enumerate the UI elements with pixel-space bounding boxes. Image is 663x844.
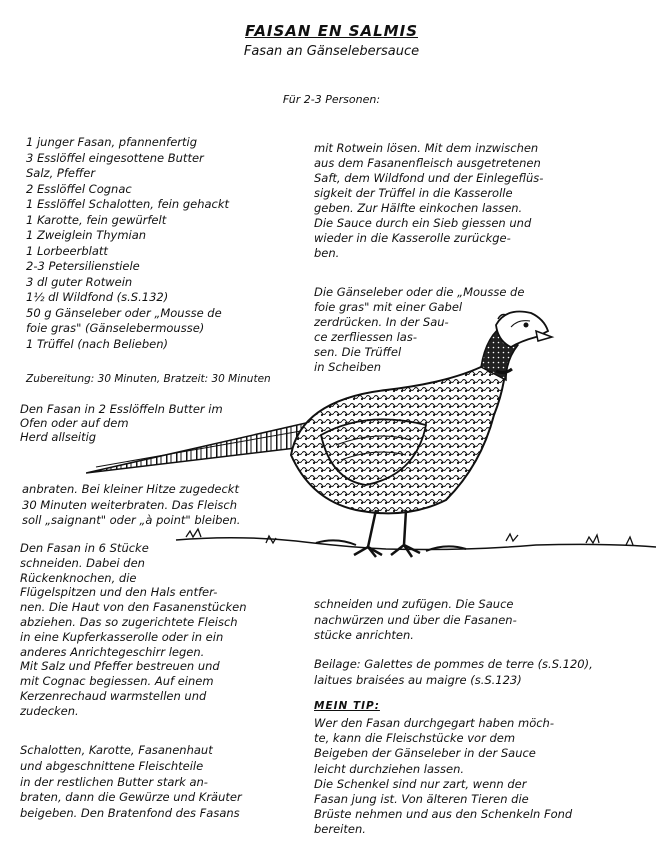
text-line: schneiden und zufügen. Die Sauce <box>314 597 514 611</box>
text-line: sen. Die Trüffel <box>314 345 402 359</box>
text-line: Ofen oder auf dem <box>20 416 129 430</box>
finish-text <box>314 597 517 644</box>
ingredient-line: foie gras" (Gänselebermousse) <box>26 321 205 335</box>
text-line: Beilage: Galettes de pommes de terre (s.S.120), <box>314 657 593 671</box>
text-line: Kerzenrechaud warmstellen und <box>20 688 207 703</box>
text-line: leicht durchziehen lassen. <box>314 761 465 776</box>
text-line: in der restlichen Butter stark an- <box>20 774 208 789</box>
text-line: laitues braisées au maigre (s.S.123) <box>314 673 522 687</box>
text-line: geben. Zur Hälfte einkochen lassen. <box>314 201 523 215</box>
text-line: te, kann die Fleischstücke vor dem <box>314 731 516 746</box>
recipe-title: FAISAN EN SALMIS <box>245 22 418 40</box>
recipe-subtitle: Fasan an Gänselebersauce <box>243 44 420 59</box>
text-line: wieder in die Kasserolle zurückge- <box>314 231 511 245</box>
text-line: Brüste nehmen und aus den Schenkeln Fond <box>314 807 573 822</box>
text-line: Saft, dem Wildfond und der Einlegeflüs- <box>314 171 544 185</box>
text-line: bereiten. <box>314 822 366 837</box>
step-4-text <box>20 743 242 822</box>
text-line: ben. <box>314 246 340 260</box>
pheasant-illustration <box>86 305 656 575</box>
text-line: in eine Kupferkasserolle oder in ein <box>20 629 224 644</box>
text-line: Die Sauce durch ein Sieb giessen und <box>314 216 532 230</box>
ingredient-line: 2-3 Petersilienstiele <box>26 259 140 273</box>
text-line: mit Cognac begiessen. Auf einem <box>20 674 214 689</box>
ingredient-line: 3 Esslöffel eingesottene Butter <box>26 150 204 165</box>
text-line: aus dem Fasanenfleisch ausgetretenen <box>314 156 541 170</box>
text-line: Mit Salz und Pfeffer bestreuen und <box>20 659 220 674</box>
ingredient-line: 1 Esslöffel Schalotten, fein gehackt <box>26 197 230 211</box>
text-line: Den Fasan in 6 Stücke <box>20 541 149 555</box>
text-line: 30 Minuten weiterbraten. Das Fleisch <box>22 497 237 512</box>
ingredient-line: 2 Esslöffel Cognac <box>26 181 132 196</box>
text-line: nachwürzen und über die Fasanen- <box>314 612 517 627</box>
text-line: Den Fasan in 2 Esslöffeln Butter im <box>20 402 223 416</box>
text-line: und abgeschnittene Fleischteile <box>20 758 204 773</box>
text-line: Flügelspitzen und den Hals entfer- <box>20 585 218 600</box>
text-line: beigeben. Den Bratenfond des Fasans <box>20 806 240 821</box>
servings: Für 2-3 Personen: <box>282 93 381 106</box>
text-line: zudecken. <box>20 703 79 718</box>
text-line: Rückenknochen, die <box>20 570 137 585</box>
text-line: braten, dann die Gewürze und Kräuter <box>20 790 242 805</box>
text-line: Fasan jung ist. Von älteren Tieren die <box>314 792 529 807</box>
text-line: Die Schenkel sind nur zart, wenn der <box>314 776 527 791</box>
tip-text <box>314 716 572 838</box>
text-line: foie gras" mit einer Gabel <box>314 300 463 314</box>
text-line: ce zerfliessen las- <box>314 330 417 344</box>
text-line: stücke anrichten. <box>314 628 414 642</box>
ingredient-line: 1 Lorbeerblatt <box>26 243 108 258</box>
text-line: Herd allseitig <box>20 430 97 444</box>
ingredient-line: 1 Trüffel (nach Belieben) <box>26 336 169 351</box>
text-line: Wer den Fasan durchgegart haben möch- <box>314 716 554 730</box>
text-line: in Scheiben <box>314 360 381 374</box>
ingredient-line: 1 junger Fasan, pfannenfertig <box>26 135 197 149</box>
text-line: mit Rotwein lösen. Mit dem inzwischen <box>314 141 539 155</box>
text-line: zerdrücken. In der Sau- <box>314 315 449 329</box>
text-line: anbraten. Bei kleiner Hitze zugedeckt <box>22 482 239 496</box>
text-line: abziehen. Das so zugerichtete Fleisch <box>20 614 238 629</box>
text-line: nen. Die Haut von den Fasanenstücken <box>20 600 247 615</box>
ingredient-line: 50 g Gänseleber oder „Mousse de <box>26 305 222 320</box>
text-line: anderes Anrichtegeschirr legen. <box>20 644 205 659</box>
ingredient-line: Salz, Pfeffer <box>26 166 96 180</box>
text-line: schneiden. Dabei den <box>20 555 145 570</box>
text-line: Die Gänseleber oder die „Mousse de <box>314 285 525 299</box>
prep-time: Zubereitung: 30 Minuten, Bratzeit: 30 Minuten <box>26 373 271 385</box>
ingredient-line: 1 Zweiglein Thymian <box>26 228 147 242</box>
side-dish-text <box>314 656 593 688</box>
ingredient-line: 1 Karotte, fein gewürfelt <box>26 212 167 227</box>
text-line: Beigeben der Gänseleber in der Sauce <box>314 746 536 761</box>
text-line: sigkeit der Trüffel in die Kasserolle <box>314 186 513 200</box>
ingredient-line: 1½ dl Wildfond (s.S.132) <box>26 290 169 304</box>
ingredient-line: 3 dl guter Rotwein <box>26 274 133 289</box>
sauce-text <box>314 141 543 261</box>
text-line: Schalotten, Karotte, Fasanenhaut <box>20 743 213 757</box>
text-line: soll „saignant" oder „à point" bleiben. <box>22 513 241 527</box>
tip-heading: MEIN TIP: <box>314 700 380 712</box>
